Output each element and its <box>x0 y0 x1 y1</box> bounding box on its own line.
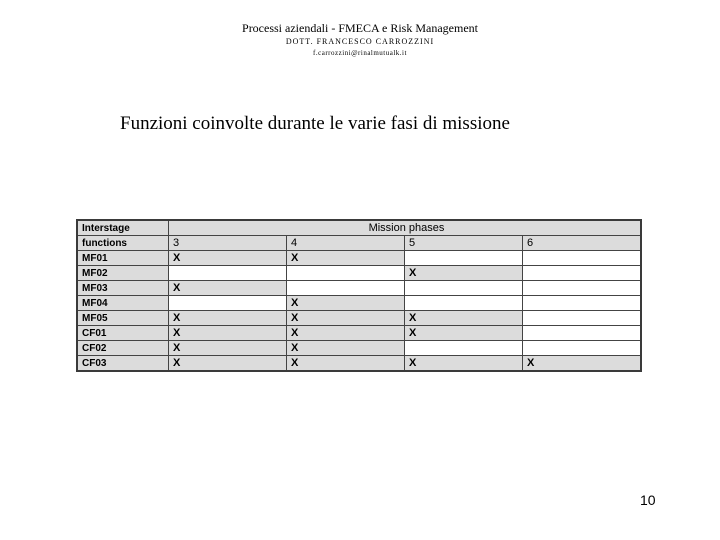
phase-mark-cell <box>405 341 523 356</box>
phase-mark-cell <box>523 311 642 326</box>
function-name-cell: MF02 <box>77 266 169 281</box>
phase-mark-cell <box>405 281 523 296</box>
mission-phases-table <box>76 219 642 372</box>
phase-mark-cell: X <box>169 281 287 296</box>
phase-header: 4 <box>287 236 405 251</box>
phase-mark-cell: X <box>169 311 287 326</box>
phase-mark-cell <box>523 251 642 266</box>
phase-mark-cell: X <box>287 296 405 311</box>
phase-mark-cell: X <box>287 326 405 341</box>
phase-mark-cell: X <box>169 356 287 372</box>
phase-mark-cell: X <box>405 356 523 372</box>
page-number: 10 <box>640 492 656 508</box>
phase-header: 6 <box>523 236 642 251</box>
function-name-cell: MF03 <box>77 281 169 296</box>
table-row <box>77 251 641 266</box>
table-row <box>77 311 641 326</box>
phase-mark-cell <box>287 266 405 281</box>
function-name-cell: CF01 <box>77 326 169 341</box>
phase-mark-cell: X <box>405 326 523 341</box>
phase-mark-cell: X <box>287 251 405 266</box>
col-header-interstage: Interstage <box>77 220 169 236</box>
phase-mark-cell: X <box>169 341 287 356</box>
header-title: Processi aziendali - FMECA e Risk Management <box>242 21 478 35</box>
table-row <box>77 326 641 341</box>
phase-mark-cell <box>523 281 642 296</box>
table-row <box>77 281 641 296</box>
function-name-cell: CF03 <box>77 356 169 372</box>
table-row <box>77 356 641 372</box>
phase-mark-cell <box>523 266 642 281</box>
phase-mark-cell <box>169 266 287 281</box>
header-author: DOTT. FRANCESCO CARROZZINI <box>285 37 435 46</box>
phase-mark-cell: X <box>287 341 405 356</box>
phase-mark-cell: X <box>523 356 642 372</box>
phase-header: 5 <box>405 236 523 251</box>
phase-mark-cell: X <box>287 311 405 326</box>
phase-mark-cell: X <box>169 251 287 266</box>
function-name-cell: CF02 <box>77 341 169 356</box>
phase-mark-cell <box>523 341 642 356</box>
function-name-cell: MF01 <box>77 251 169 266</box>
table-header-row-2 <box>77 236 641 251</box>
phase-mark-cell <box>405 296 523 311</box>
function-name-cell: MF04 <box>77 296 169 311</box>
table-row <box>77 266 641 281</box>
group-header-mission-phases: Mission phases <box>169 220 642 236</box>
phase-mark-cell: X <box>405 311 523 326</box>
phase-mark-cell <box>523 296 642 311</box>
slide-title: Funzioni coinvolte durante le varie fasi di missione <box>120 113 510 134</box>
table-header-row-1 <box>77 220 641 236</box>
phase-mark-cell <box>405 251 523 266</box>
function-name-cell: MF05 <box>77 311 169 326</box>
phase-mark-cell: X <box>169 326 287 341</box>
table-row <box>77 341 641 356</box>
table-row <box>77 296 641 311</box>
phase-mark-cell: X <box>405 266 523 281</box>
phase-mark-cell <box>287 281 405 296</box>
phase-mark-cell: X <box>287 356 405 372</box>
col-header-functions: functions <box>77 236 169 251</box>
phase-header: 3 <box>169 236 287 251</box>
header-email: f.carrozzini@rinalmutualk.it <box>313 49 407 57</box>
phase-mark-cell <box>523 326 642 341</box>
phase-mark-cell <box>169 296 287 311</box>
